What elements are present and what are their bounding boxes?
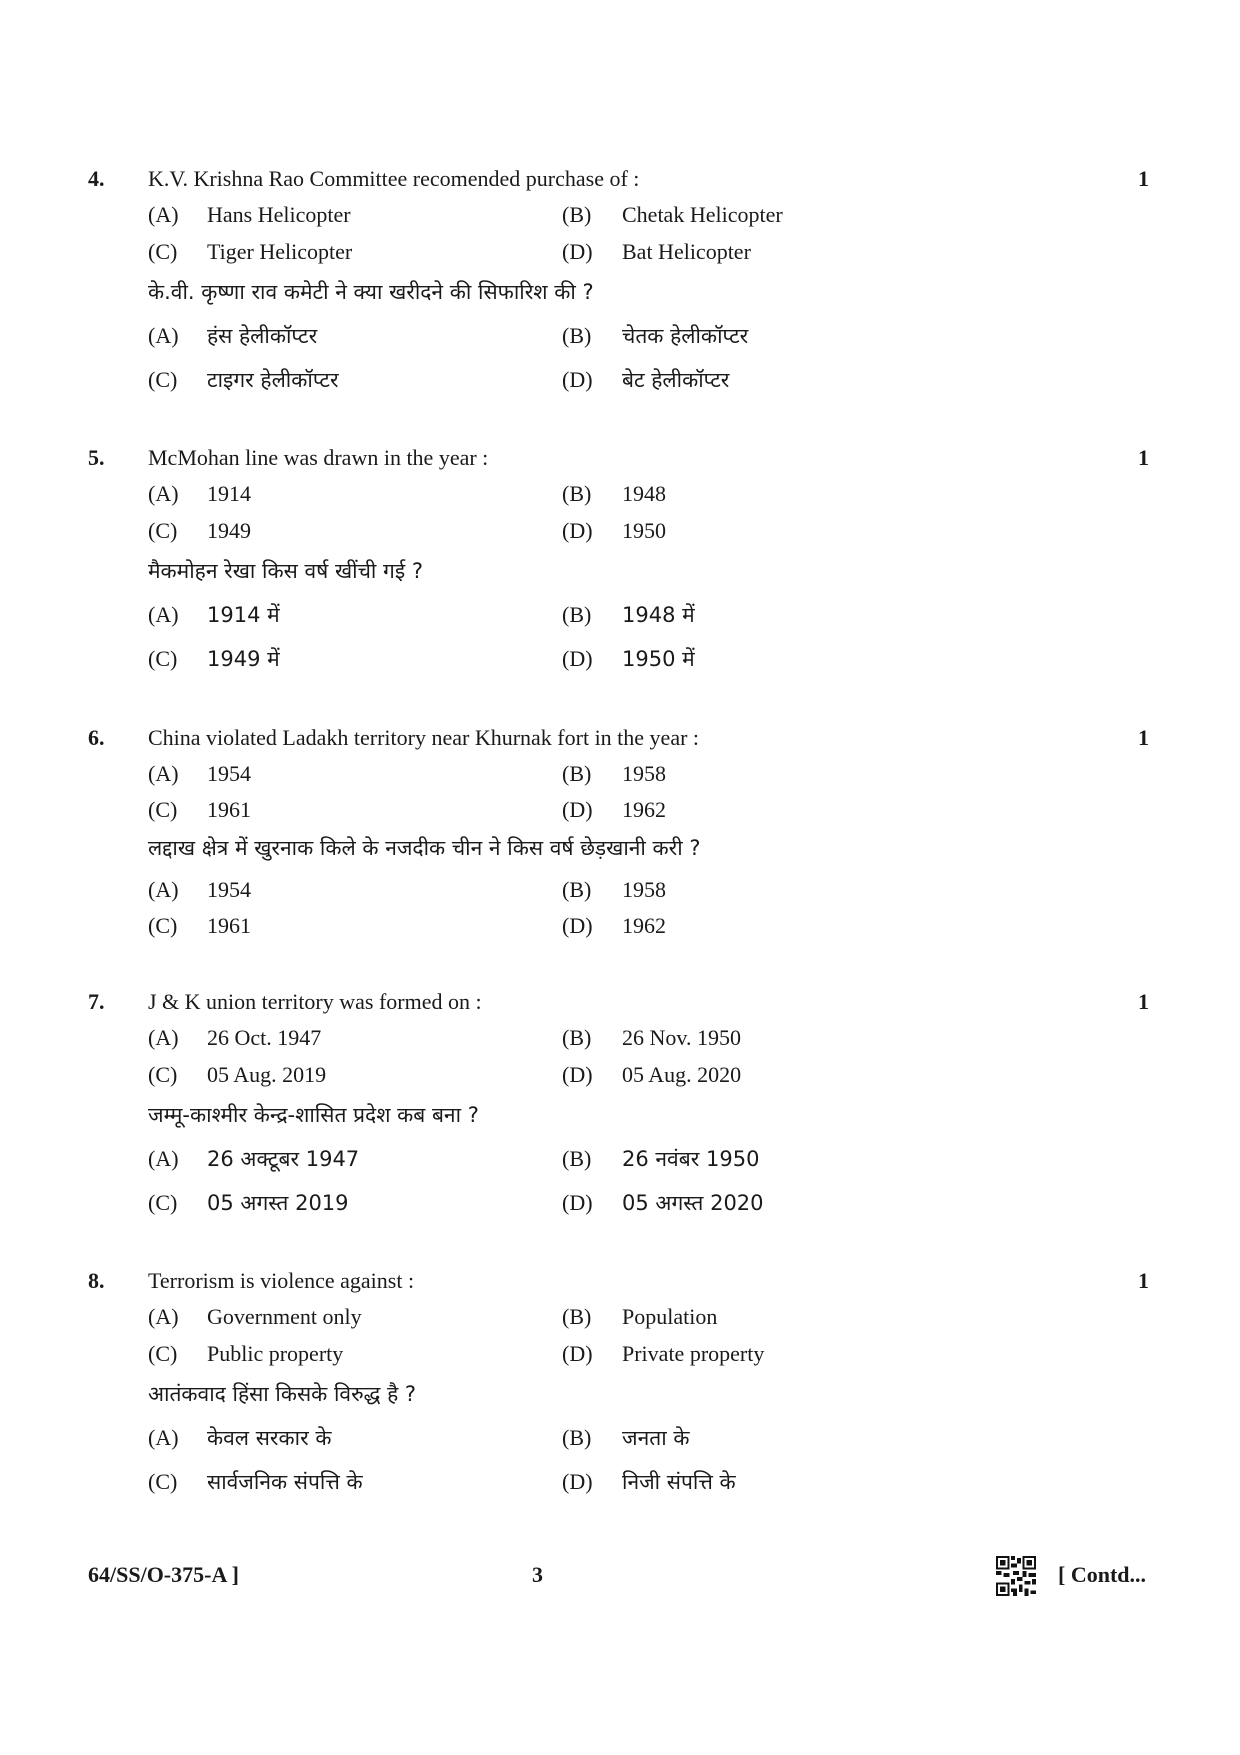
option-label: (A) (148, 761, 179, 786)
question-text-hindi: आतंकवाद हिंसा किसके विरुद्ध है ? (148, 1382, 417, 1406)
option-text: 26 Nov. 1950 (622, 1025, 741, 1050)
option-label: (A) (148, 323, 179, 348)
option-label: (C) (148, 367, 178, 392)
option-text-hindi: केवल सरकार के (207, 1426, 332, 1450)
question-text-hindi: जम्मू-काश्मीर केन्द्र-शासित प्रदेश कब बना ? (148, 1103, 479, 1127)
option-text-hindi: 1914 में (207, 603, 280, 627)
option-label: (D) (562, 518, 593, 543)
option-text: 05 Aug. 2020 (622, 1062, 742, 1087)
option-label: (D) (562, 367, 593, 392)
question-number: 7. (88, 989, 105, 1014)
option-text-hindi: जनता के (622, 1426, 690, 1450)
option-label: (A) (148, 1304, 179, 1329)
question-number: 6. (88, 725, 105, 750)
option-label: (D) (562, 797, 593, 822)
question-marks: 1 (1138, 166, 1149, 191)
question-marks: 1 (1138, 725, 1149, 750)
option-text-hindi: 1962 (622, 913, 666, 938)
option-text: Tiger Helicopter (207, 239, 353, 264)
question-text-hindi: मैकमोहन रेखा किस वर्ष खींची गई ? (148, 559, 423, 583)
option-text: Public property (207, 1341, 344, 1366)
option-label: (D) (562, 239, 593, 264)
option-text-hindi: 1954 (207, 877, 251, 902)
option-text: Chetak Helicopter (622, 202, 783, 227)
option-label: (B) (562, 1425, 592, 1450)
option-text-hindi: सार्वजनिक संपत्ति के (207, 1470, 363, 1494)
option-text: 1962 (622, 797, 666, 822)
option-text: 05 Aug. 2019 (207, 1062, 327, 1087)
option-label: (C) (148, 518, 178, 543)
option-label: (B) (562, 481, 592, 506)
option-text: 1950 (622, 518, 666, 543)
question-text: China violated Ladakh territory near Khurnak fort in the year : (148, 725, 700, 750)
option-text-hindi: 1948 में (622, 603, 695, 627)
option-text: 1948 (622, 481, 666, 506)
question-marks: 1 (1138, 1268, 1149, 1293)
option-label: (B) (562, 1146, 592, 1171)
option-text: 1914 (207, 481, 251, 506)
option-label: (A) (148, 877, 179, 902)
option-label: (B) (562, 1025, 592, 1050)
option-text-hindi: 26 नवंबर 1950 (622, 1147, 760, 1171)
option-label: (A) (148, 1425, 179, 1450)
option-label: (C) (148, 1062, 178, 1087)
option-text: 26 Oct. 1947 (207, 1025, 322, 1050)
option-label: (C) (148, 1341, 178, 1366)
option-text: Private property (622, 1341, 765, 1366)
option-label: (C) (148, 797, 178, 822)
option-text-hindi: हंस हेलीकॉप्टर (207, 324, 318, 348)
option-label: (D) (562, 1190, 593, 1215)
option-text-hindi: निजी संपत्ति के (622, 1470, 736, 1494)
option-label: (B) (562, 761, 592, 786)
question-number: 4. (88, 166, 105, 191)
option-text: Population (622, 1304, 718, 1329)
option-text-hindi: 1961 (207, 913, 251, 938)
option-text-hindi: 1950 में (622, 647, 695, 671)
option-text: Bat Helicopter (622, 239, 751, 264)
option-label: (A) (148, 602, 179, 627)
option-label: (D) (562, 1341, 593, 1366)
question-text: Terrorism is violence against : (148, 1268, 415, 1293)
option-label: (D) (562, 1469, 593, 1494)
option-label: (C) (148, 239, 178, 264)
option-label: (D) (562, 1062, 593, 1087)
option-text-hindi: 1949 में (207, 647, 280, 671)
option-label: (B) (562, 323, 592, 348)
question-marks: 1 (1138, 989, 1149, 1014)
question-text-hindi: के.वी. कृष्णा राव कमेटी ने क्या खरीदने की सिफारिश की ? (148, 280, 594, 304)
option-text: Government only (207, 1304, 362, 1329)
option-text-hindi: 05 अगस्त 2020 (622, 1191, 764, 1215)
option-text-hindi: 26 अक्टूबर 1947 (207, 1147, 360, 1171)
question-text: K.V. Krishna Rao Committee recomended purchase of : (148, 166, 640, 191)
option-text: 1958 (622, 761, 666, 786)
question-number: 8. (88, 1268, 105, 1293)
option-text: 1954 (207, 761, 251, 786)
question-text-hindi: लद्दाख क्षेत्र में खुरनाक किले के नजदीक चीन ने किस वर्ष छेड़खानी करी ? (148, 836, 701, 860)
qr-code-icon (996, 1556, 1036, 1596)
option-text-hindi: 1958 (622, 877, 666, 902)
question-text: J & K union territory was formed on : (148, 989, 482, 1014)
option-text-hindi: बेट हेलीकॉप्टर (622, 368, 730, 392)
option-label: (C) (148, 913, 178, 938)
option-label: (A) (148, 1146, 179, 1171)
page-number: 3 (532, 1562, 543, 1587)
question-marks: 1 (1138, 445, 1149, 470)
option-label: (C) (148, 1190, 178, 1215)
option-label: (B) (562, 202, 592, 227)
option-text: 1961 (207, 797, 251, 822)
page-footer (0, 1556, 1240, 1596)
question-text: McMohan line was drawn in the year : (148, 445, 489, 470)
option-text-hindi: 05 अगस्त 2019 (207, 1191, 349, 1215)
option-text: 1949 (207, 518, 251, 543)
option-label: (B) (562, 1304, 592, 1329)
option-text-hindi: टाइगर हेलीकॉप्टर (207, 368, 339, 392)
continued-label: [ Contd... (1058, 1562, 1147, 1587)
option-label: (C) (148, 646, 178, 671)
question-number: 5. (88, 445, 105, 470)
option-label: (B) (562, 602, 592, 627)
option-label: (A) (148, 202, 179, 227)
option-text-hindi: चेतक हेलीकॉप्टर (622, 324, 749, 348)
option-label: (A) (148, 481, 179, 506)
option-label: (D) (562, 646, 593, 671)
option-label: (D) (562, 913, 593, 938)
option-label: (A) (148, 1025, 179, 1050)
paper-code: 64/SS/O-375-A ] (88, 1562, 239, 1587)
option-label: (B) (562, 877, 592, 902)
option-label: (C) (148, 1469, 178, 1494)
option-text: Hans Helicopter (207, 202, 351, 227)
